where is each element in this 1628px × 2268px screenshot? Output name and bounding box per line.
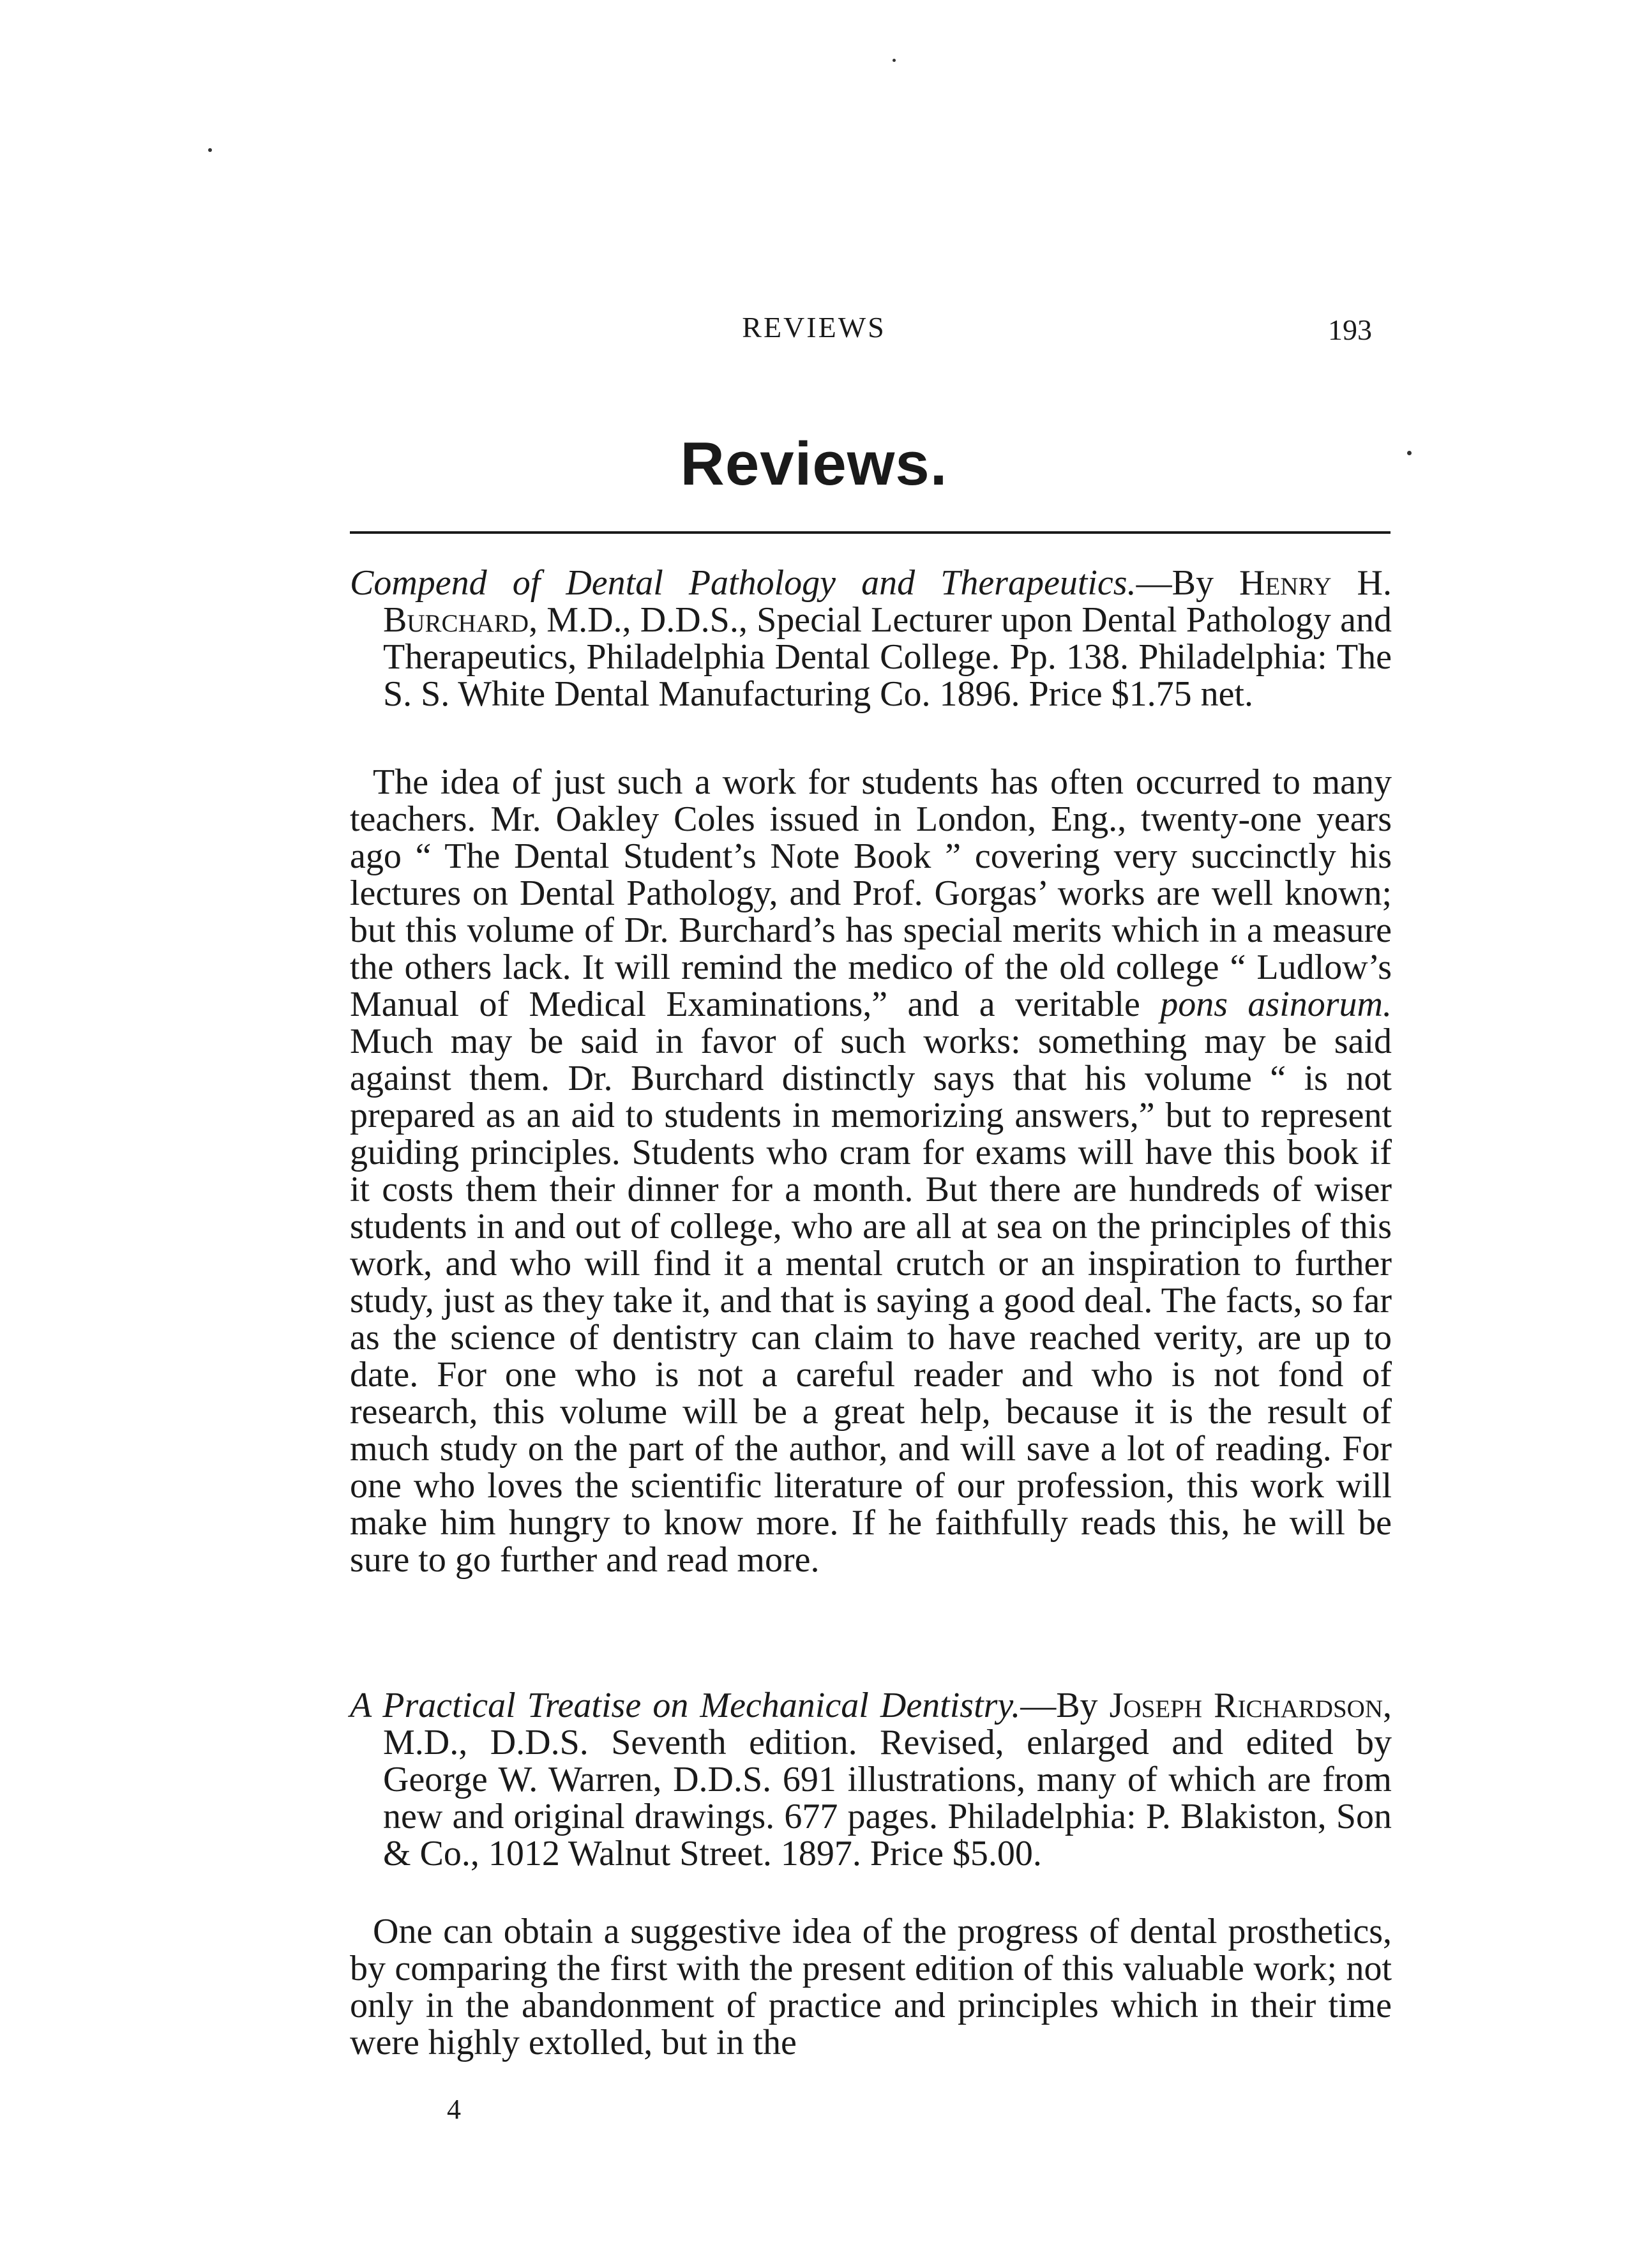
- review-body: [350, 764, 1392, 1578]
- scan-speck: [893, 59, 896, 62]
- running-head: REVIEWS: [742, 311, 886, 344]
- book-title: A Practical Treatise on Mechanical Dentistry.: [350, 1686, 1021, 1725]
- review-citation: [350, 564, 1392, 713]
- footer-mark: 4: [447, 2094, 461, 2125]
- title-rule: [350, 531, 1391, 534]
- review-citation: [350, 1687, 1392, 1872]
- review-text: The idea of just such a work for students has often occurred to many teachers. Mr. Oakley Coles issued in London, Eng., twenty-one years ago “ The Dental Student’s Note Book ” covering very succinctly his lectures on Dental Pathology, and Prof. Gorgas’ works are well known; but this volume of Dr. Burchard’s has special merits which in a measure the others lack. It will remind the medico of the old college “ Ludlow’s Manual of Medical Examinations,” and a veritable: [350, 762, 1392, 1024]
- page-number: 193: [1328, 314, 1372, 346]
- review-text: One can obtain a suggestive idea of the progress of dental prosthetics, by comparing the first with the present edition of this valuable work; not only in the abandonment of practice and principles which in their time were highly extolled, but in the: [350, 1912, 1392, 2062]
- review-italic-phrase: pons asinorum.: [1160, 985, 1392, 1024]
- book-title: Compend of Dental Pathology and Therapeutics.: [350, 563, 1136, 603]
- by-prefix: —By: [1136, 563, 1240, 603]
- citation-details: , M.D., D.D.S. Seventh edition. Revised, enlarged and edited by George W. Warren, D.D.S. 691 illustrations, many of which are from new and original drawings. 677 pages. Philadelphia: P. Blakiston, Son & Co., 1012 Walnut Street. 1897. Price $5.00.: [383, 1686, 1392, 1873]
- author-name: Henry H. Burchard: [383, 563, 1392, 640]
- author-name: Joseph Richardson: [1109, 1686, 1383, 1725]
- section-title: Reviews.: [680, 430, 948, 498]
- review-body: [350, 1913, 1392, 2061]
- citation-details: , M.D., D.D.S., Special Lecturer upon Dental Pathology and Therapeutics, Philadelphia Dental College. Pp. 138. Philadelphia: The S. S. White Dental Manufacturing Co. 1896. Price $1.75 net.: [383, 600, 1392, 714]
- review-text: Much may be said in favor of such works: something may be said against them. Dr. Burchard distinctly says that his volume “ is not prepared as an aid to students in memorizing answers,” but to represent guiding principles. Students who cram for exams will have this book if it costs them their dinner for a month. But there are hundreds of wiser students in and out of college, who are all at sea on the principles of this work, and who will find it a mental crutch or an inspiration to further study, just as they take it, and that is saying a good deal. The facts, so far as the science of dentistry can claim to have reached verity, are up to date. For one who is not a careful reader and who is not fond of research, this volume will be a great help, because it is the result of much study on the part of the author, and will save a lot of reading. For one who loves the scientific literature of our profession, this work will make him hungry to know more. If he faithfully reads this, he will be sure to go further and read more.: [350, 1022, 1392, 1580]
- by-prefix: —By: [1020, 1686, 1110, 1725]
- scan-speck: [208, 148, 212, 152]
